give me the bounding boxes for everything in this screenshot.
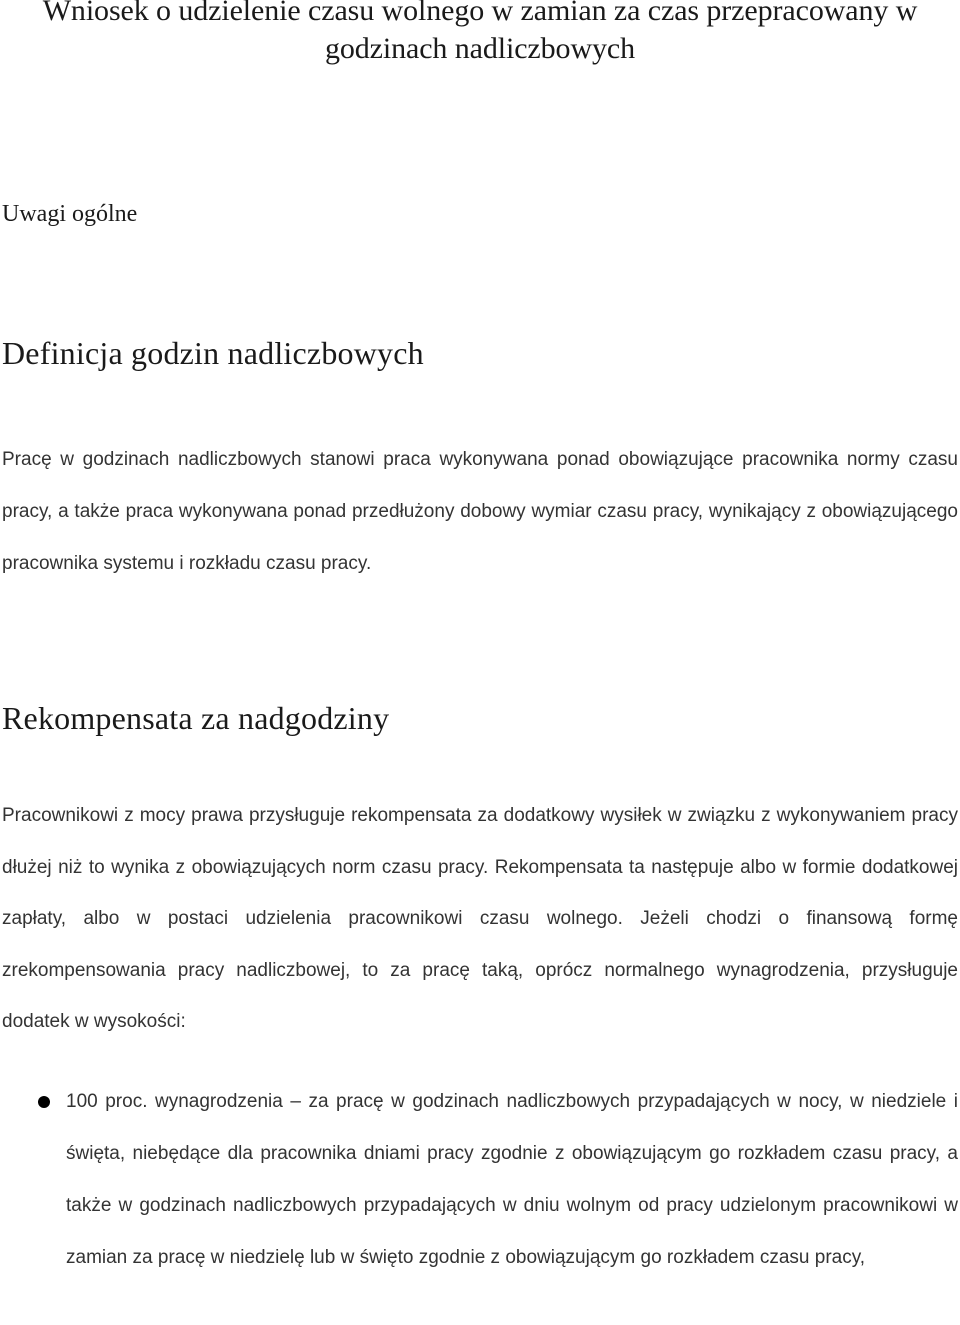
bullet-dot-icon bbox=[38, 1096, 50, 1108]
document-title: Wniosek o udzielenie czasu wolnego w zamian za czas przepracowany w godzinach nadliczbowych bbox=[42, 0, 918, 65]
definition-paragraph: Pracę w godzinach nadliczbowych stanowi praca wykonywana ponad obowiązujące pracownika normy czasu pracy, a także praca wykonywana ponad przedłużony dobowy wymiar czasu pracy, wynikający z obowiązującego pracownika systemu i rozkładu czasu pracy. bbox=[2, 449, 958, 574]
list-item bbox=[0, 1076, 960, 1284]
section-heading-compensation: Rekompensata za nadgodziny bbox=[2, 700, 390, 736]
list-item-text: 100 proc. wynagrodzenia – za pracę w godzinach nadliczbowych przypadających w nocy, w niedziele i święta, niebędące dla pracownika dniami pracy zgodnie z obowiązującym go rozkładem czasu pracy, a także w godzinach nadliczbowych przypadających w dniu wolnym od pracy udzielonym pracownikowi w zamian za pracę w niedzielę lub w święto zgodnie z obowiązującym go rozkładem czasu pracy, bbox=[66, 1091, 958, 1268]
compensation-bullet-list bbox=[0, 1076, 960, 1284]
section-heading-definition: Definicja godzin nadliczbowych bbox=[2, 335, 424, 371]
compensation-paragraph: Pracownikowi z mocy prawa przysługuje rekompensata za dodatkowy wysiłek w związku z wykonywaniem pracy dłużej niż to wynika z obowiązujących norm czasu pracy. Rekompensata ta następuje albo w formie dodatkowej zapłaty, albo w postaci udzielenia pracownikowi czasu wolnego. Jeżeli chodzi o finansową formę zrekompensowania pracy nadliczbowej, to za pracę taką, oprócz normalnego wynagrodzenia, przysługuje dodatek w wysokości: bbox=[2, 805, 958, 1032]
general-notes-heading: Uwagi ogólne bbox=[2, 201, 138, 227]
